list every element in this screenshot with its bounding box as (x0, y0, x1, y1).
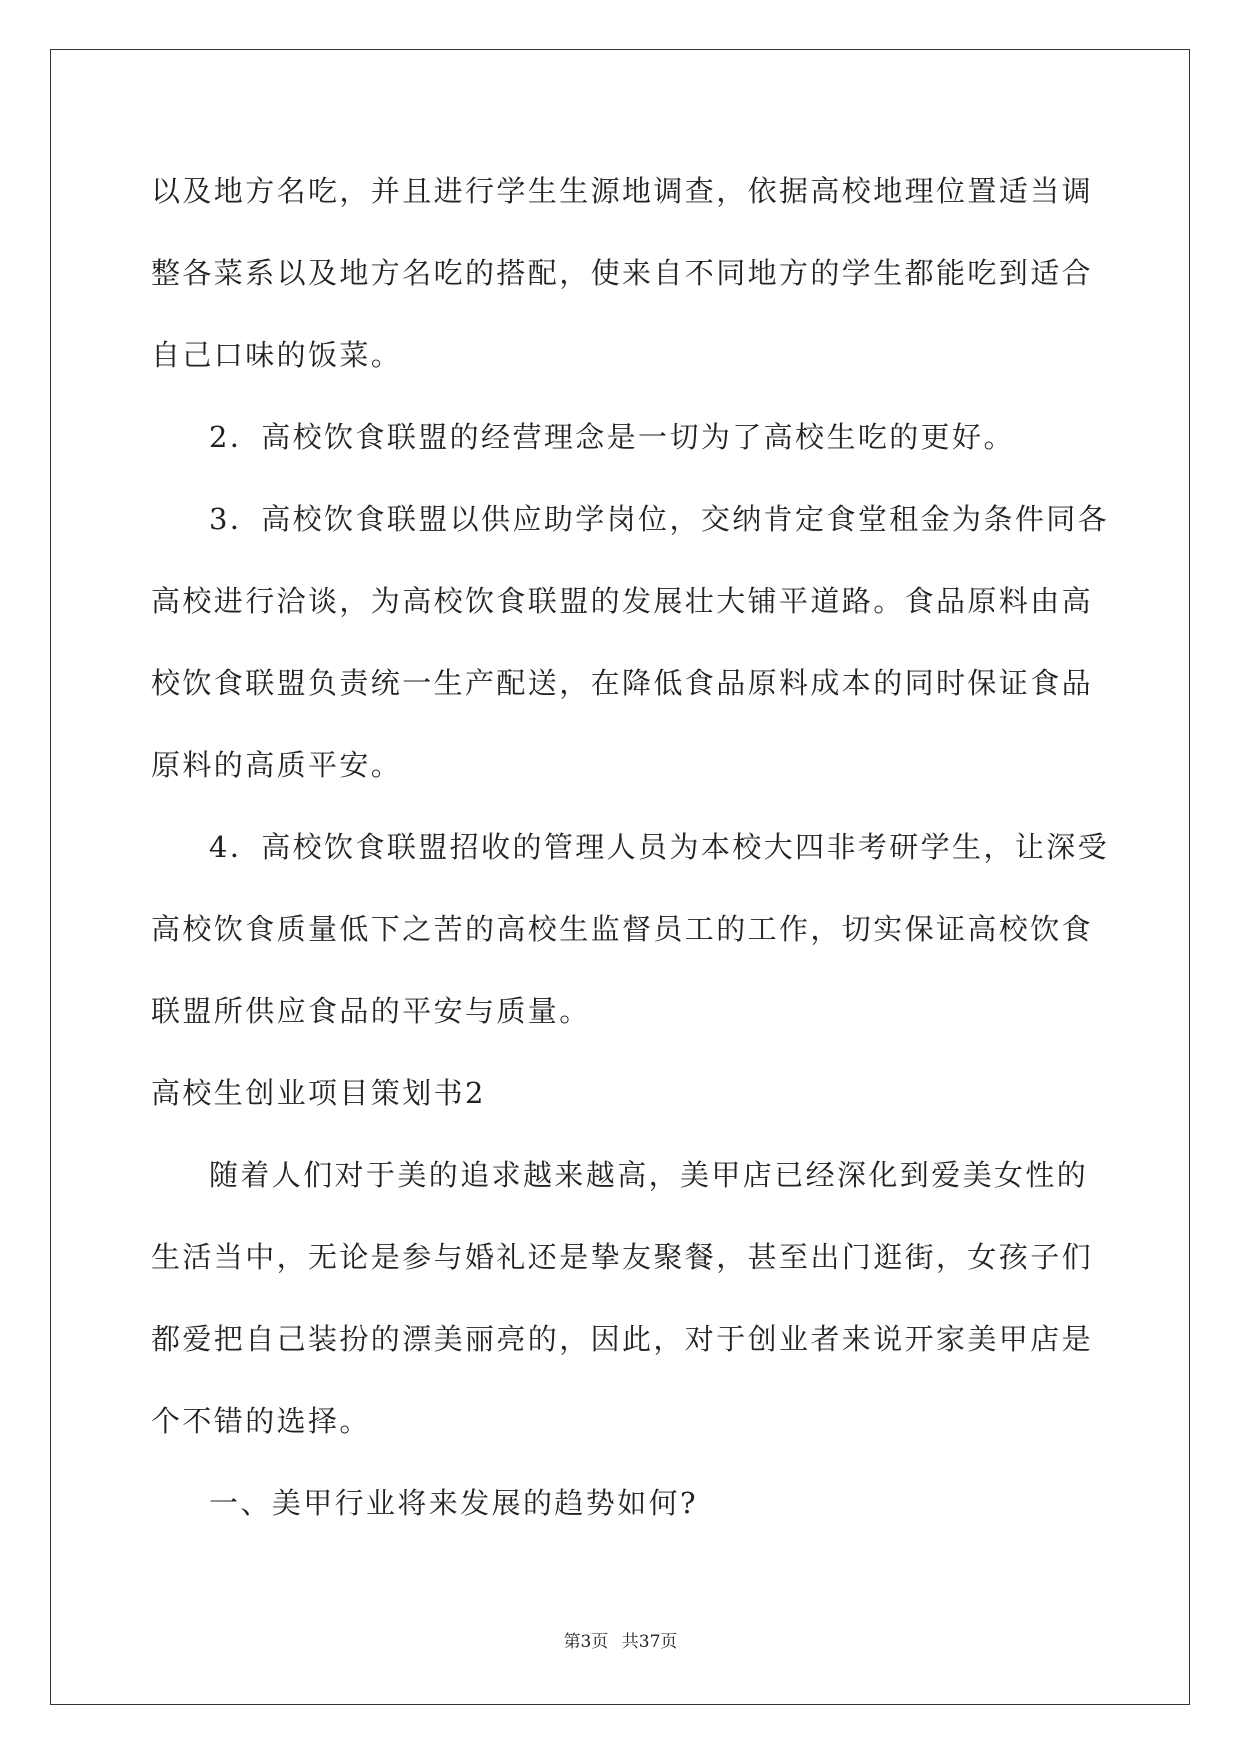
text-line-4: 2．高校饮食联盟的经营理念是一切为了高校生吃的更好。 (209, 420, 1015, 454)
page-footer (0, 1627, 1241, 1652)
text-line-8: 原料的高质平安。 (151, 748, 403, 782)
page-total: 共37页 (621, 1632, 678, 1652)
text-line-1: 以及地方名吃，并且进行学生生源地调查，依据高校地理位置适当调 (151, 174, 1094, 208)
text-line-10: 高校饮食质量低下之苦的高校生监督员工的工作，切实保证高校饮食 (151, 912, 1094, 946)
text-line-5: 3．高校饮食联盟以供应助学岗位，交纳肯定食堂租金为条件同各 (209, 502, 1110, 536)
page-number: 第3页 (563, 1632, 609, 1652)
text-line-7: 校饮食联盟负责统一生产配送，在降低食品原料成本的同时保证食品 (151, 666, 1094, 700)
subsection-heading: 一、美甲行业将来发展的趋势如何? (209, 1486, 698, 1520)
text-line-16: 个不错的选择。 (151, 1404, 371, 1438)
text-line-6: 高校进行洽谈，为高校饮食联盟的发展壮大铺平道路。食品原料由高 (151, 584, 1094, 618)
document-body (151, 150, 1110, 1544)
text-line-9: 4．高校饮食联盟招收的管理人员为本校大四非考研学生，让深受 (209, 830, 1110, 864)
text-line-13: 随着人们对于美的追求越来越高，美甲店已经深化到爱美女性的 (209, 1158, 1089, 1192)
text-line-11: 联盟所供应食品的平安与质量。 (151, 994, 591, 1028)
section-heading: 高校生创业项目策划书2 (151, 1076, 486, 1110)
text-line-15: 都爱把自己装扮的漂美丽亮的，因此，对于创业者来说开家美甲店是 (151, 1322, 1094, 1356)
text-line-14: 生活当中，无论是参与婚礼还是挚友聚餐，甚至出门逛街，女孩子们 (151, 1240, 1094, 1274)
text-line-2: 整各菜系以及地方名吃的搭配，使来自不同地方的学生都能吃到适合 (151, 256, 1094, 290)
text-line-3: 自己口味的饭菜。 (151, 338, 403, 372)
